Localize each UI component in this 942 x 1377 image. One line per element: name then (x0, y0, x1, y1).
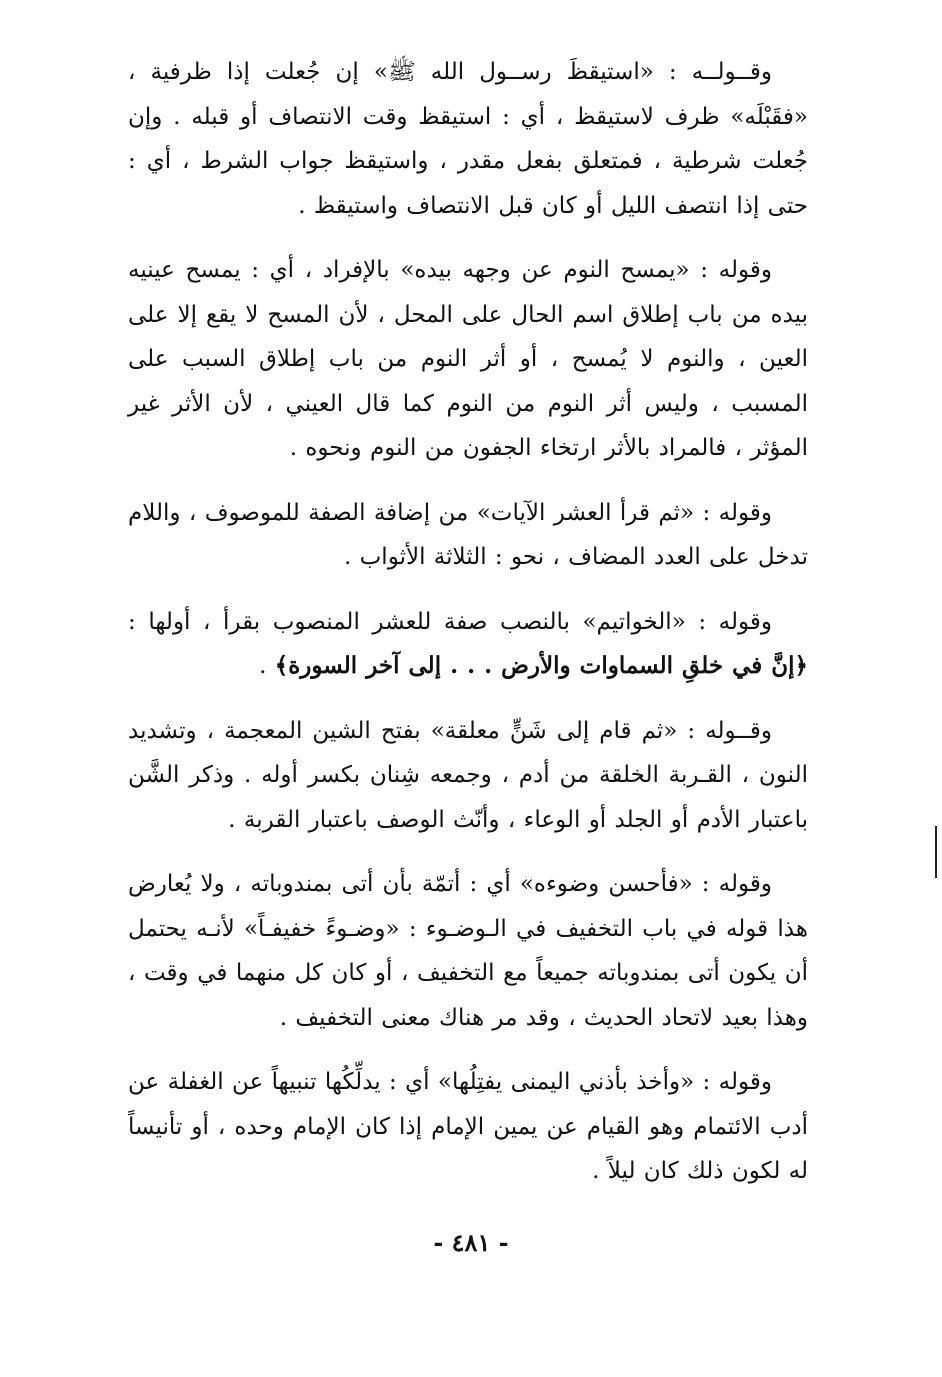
page-number: - ٤٨١ - (433, 1228, 509, 1257)
paragraph (128, 600, 808, 689)
paragraph: وقــوله : «ثم قام إلى شَنٍّ معلقة» بفتح الشين المعجمة ، وتشديد النون ، القـربة الخلقة من أدم ، وجمعه شِنان بكسر أوله . وذكر الشَّن باعتبار الأدم أو الجلد أو الوعاء ، وأنّث الوصف باعتبار القربة . (128, 717, 808, 833)
quran-verse: ﴿إنَّ في خلقِ السماوات والأرض . . . إلى آخر السورة﴾ (274, 652, 808, 679)
paragraph: وقــولــه : «استيقظَ رســول الله ﷺ» إن جُعلت إذا ظرفية ، «فقَبْلَه» ظرف لاستيقظ ، أي : استيقظ وقت الانتصاف أو قبله . وإن جُعلت شرطية ، فمتعلق بفعل مقدر ، واستيقظ جواب الشرط ، أي : حتى إذا انتصف الليل أو كان قبل الانتصاف واستيقظ . (128, 59, 808, 219)
paragraph: وقوله : «فأحسن وضوءه» أي : أتمّة بأن أتى بمندوباته ، ولا يُعارض هذا قوله في باب التخفيف في الـوضـوء : «وضـوءً خفيفـاً» لأنـه يحتمل أن يكون أتى بمندوباته جميعاً مع التخفيف ، أو كان كل منهما في وقت ، وهذا بعيد لاتحاد الحديث ، وقد مر هناك معنى التخفيف . (128, 871, 808, 1031)
paragraph-text: وقوله : «الخواتيم» بالنصب صفة للعشر المنصوب بقرأ ، أولها : (128, 608, 772, 635)
paragraph: وقوله : «يمسح النوم عن وجهه بيده» بالإفراد ، أي : يمسح عينيه بيده من باب إطلاق اسم الحال على المحل ، لأن المسح لا يقع إلا على العين ، والنوم لا يُمسح ، أو أثر النوم من باب إطلاق السبب على المسبب ، وليس أثر النوم من النوم كما قال العيني ، لأن الأثر غير المؤثر ، فالمراد بالأثر ارتخاء الجفون من النوم ونحوه . (128, 257, 808, 461)
paragraph-text: . (259, 653, 275, 679)
paragraph: وقوله : «وأخذ بأذني اليمنى يفتِلُها» أي : يدلِّكُها تنبيهاً عن الغفلة عن أدب الائتمام وهو القيام عن يمين الإمام إذا كان الإمام وحده ، أو تأنيساً له لكون ذلك كان ليلاً . (128, 1069, 808, 1184)
text-body (128, 50, 808, 1214)
paragraph: وقوله : «ثم قرأ العشر الآيات» من إضافة الصفة للموصوف ، واللام تدخل على العدد المضاف ، نحو : الثلاثة الأثواب . (128, 499, 808, 570)
margin-line (935, 826, 937, 878)
